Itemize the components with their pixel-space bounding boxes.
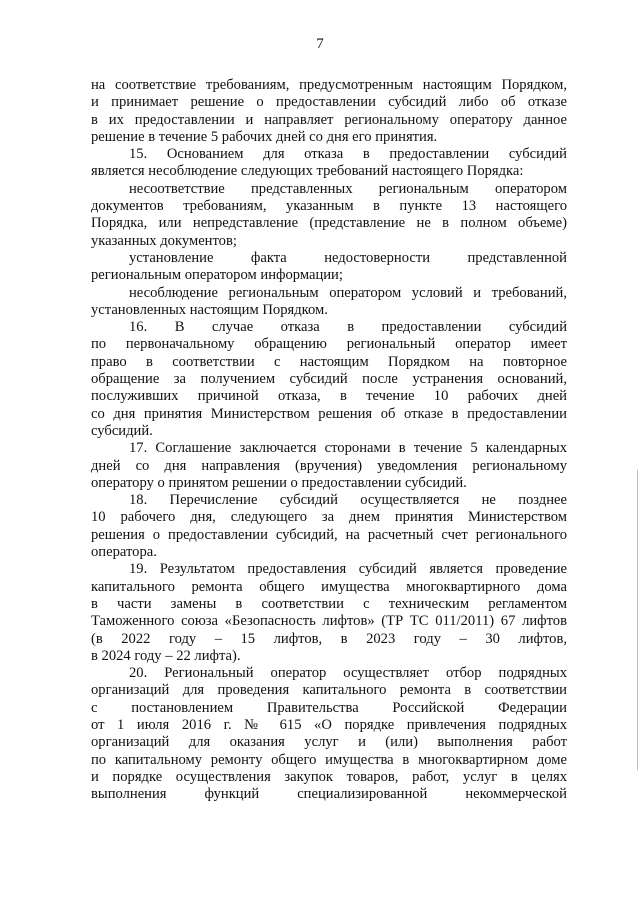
text-line: и порядке осуществления закупок товаров, работ, услуг в целях — [91, 768, 567, 785]
text-line: региональным оператором информации; — [91, 267, 343, 284]
text-line: 17. Соглашение заключается сторонами в течение 5 календарных — [129, 440, 567, 457]
text-line: 20. Региональный оператор осуществляет отбор подрядных — [129, 665, 567, 682]
text-line: выполнения функций специализированной некоммерческой — [91, 786, 567, 803]
text-line: дней со дня направления (вручения) уведомления региональному — [91, 457, 567, 474]
text-line: документов требованиям, указанным в пункте 13 настоящего — [91, 198, 567, 215]
scan-edge-shadow — [637, 470, 638, 770]
text-line: организаций для оказания услуг и (или) выполнения работ — [91, 734, 567, 751]
text-line: от 1 июля 2016 г. № 615 «О порядке привлечения подрядных — [91, 716, 567, 733]
page-number: 7 — [316, 36, 324, 52]
text-line: 18. Перечисление субсидий осуществляется не позднее — [129, 492, 567, 509]
text-line: со дня принятия Министерством решения об отказе в предоставлении — [91, 405, 567, 422]
text-line: несоблюдение региональным оператором условий и требований, — [129, 284, 567, 301]
text-line: по первоначальному обращению региональный оператор имеет — [91, 336, 567, 353]
text-line: 15. Основанием для отказа в предоставлении субсидий — [129, 146, 567, 163]
text-line: Таможенного союза «Безопасность лифтов» (ТР ТС 011/2011) 67 лифтов — [91, 613, 567, 630]
text-line: несоответствие представленных региональным оператором — [129, 180, 567, 197]
text-line: решения о предоставлении субсидий, на расчетный счет регионального — [91, 526, 567, 543]
text-line: с постановлением Правительства Российской Федерации — [91, 699, 567, 716]
text-line: оператора. — [91, 544, 157, 561]
text-line: послуживших причиной отказа, в течение 10 рабочих дней — [91, 388, 567, 405]
text-line: в их предоставлении и направляет региональному оператору данное — [91, 111, 567, 128]
text-line: и принимает решение о предоставлении субсидий либо об отказе — [91, 94, 567, 111]
text-line: указанных документов; — [91, 232, 237, 249]
document-body — [91, 77, 567, 803]
text-line: Порядка, или непредставление (представление не в полном объеме) — [91, 215, 567, 232]
text-line: на соответствие требованиям, предусмотренным настоящим Порядком, — [91, 77, 567, 93]
text-line: обращение за получением субсидий после устранения оснований, — [91, 371, 567, 388]
text-line: решение в течение 5 рабочих дней со дня его принятия. — [91, 128, 438, 145]
text-line: право в соответствии с настоящим Порядком на повторное — [91, 353, 567, 370]
text-line: установленных настоящим Порядком. — [91, 301, 328, 318]
text-line: 16. В случае отказа в предоставлении субсидий — [129, 319, 567, 336]
text-line: капитального ремонта общего имущества многоквартирного дома — [91, 578, 567, 595]
text-line: является несоблюдение следующих требований настоящего Порядка: — [91, 163, 524, 180]
text-line: 10 рабочего дня, следующего за днем принятия Министерством — [91, 509, 567, 526]
text-line: 19. Результатом предоставления субсидий является проведение — [129, 561, 567, 578]
text-line: установление факта недостоверности представленной — [129, 249, 567, 266]
text-line: в 2024 году – 22 лифта). — [91, 647, 241, 664]
text-line: субсидий. — [91, 422, 153, 439]
text-line: по капитальному ремонту общего имущества в многоквартирном доме — [91, 751, 567, 768]
text-line: организаций для проведения капитального ремонта в соответствии — [91, 682, 567, 699]
text-line: (в 2022 году – 15 лифтов, в 2023 году – 30 лифтов, — [91, 630, 567, 647]
text-line: оператору о принятом решении о предоставлении субсидий. — [91, 474, 467, 491]
text-line: в части замены в соответствии с техническим регламентом — [91, 595, 567, 612]
